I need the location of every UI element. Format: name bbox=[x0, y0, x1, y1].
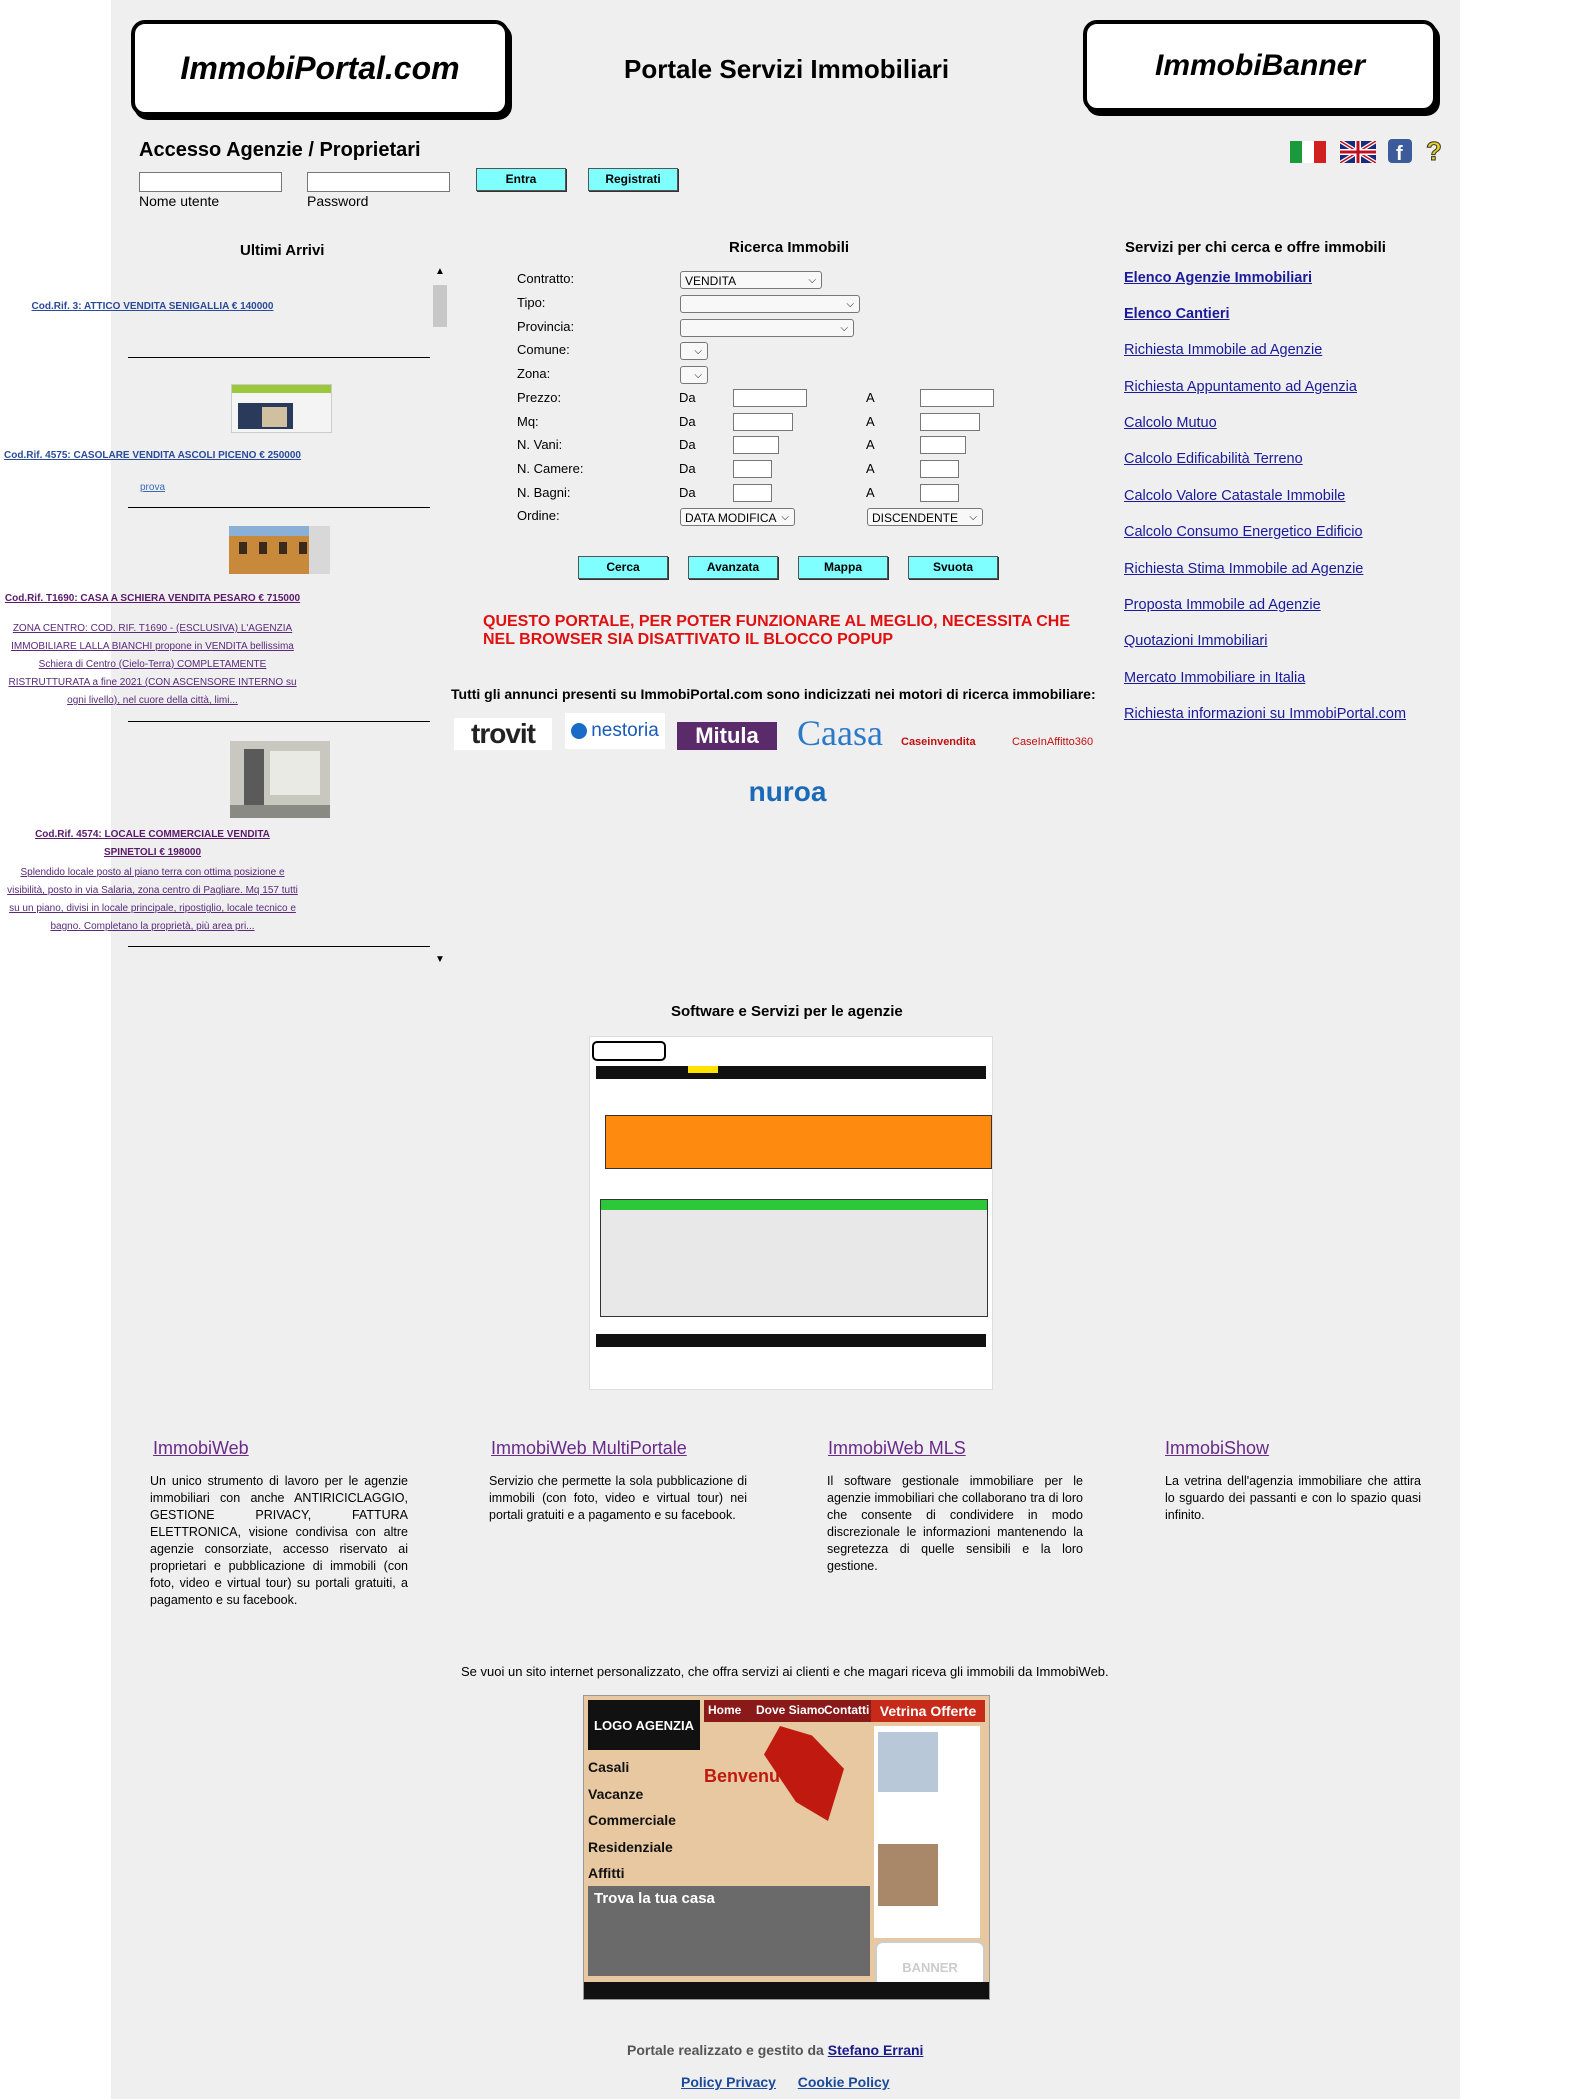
mq-da-input[interactable] bbox=[733, 413, 793, 431]
mock-footer-bar bbox=[596, 1334, 986, 1347]
link-calcolo-edificabilita[interactable]: Calcolo Edificabilità Terreno bbox=[1124, 451, 1303, 467]
register-button[interactable]: Registrati bbox=[588, 168, 678, 191]
chevron-down-icon: ⌵ bbox=[781, 512, 789, 523]
help-icon[interactable] bbox=[1424, 138, 1448, 166]
mock-vetrina-heading: Vetrina Offerte bbox=[871, 1700, 985, 1722]
label-a: A bbox=[866, 485, 875, 500]
comune-select[interactable] bbox=[680, 342, 708, 360]
latest-item-thumbnail[interactable] bbox=[229, 526, 330, 574]
link-quotazioni[interactable]: Quotazioni Immobiliari bbox=[1124, 633, 1268, 649]
label-da: Da bbox=[679, 437, 696, 452]
contratto-value: VENDITA bbox=[685, 274, 737, 288]
partner-name: Caseinvendita bbox=[901, 736, 976, 748]
footer-author-link[interactable]: Stefano Errani bbox=[827, 2042, 924, 2058]
link-richiesta-stima[interactable]: Richiesta Stima Immobile ad Agenzie bbox=[1124, 561, 1364, 577]
link-elenco-cantieri[interactable]: Elenco Cantieri bbox=[1124, 306, 1230, 322]
latest-item[interactable] bbox=[0, 826, 305, 862]
mock-footer bbox=[584, 1982, 989, 1999]
partner-name: nestoria bbox=[591, 720, 659, 741]
contratto-select[interactable] bbox=[680, 271, 822, 289]
mock-menu-casali: Casali bbox=[588, 1759, 630, 1775]
popup-warning: QUESTO PORTALE, PER POTER FUNZIONARE AL MEGLIO, NECESSITA CHE NEL BROWSER SIA DISATTIVATO IL BLOCCO POPUP bbox=[483, 613, 1071, 648]
zona-select[interactable] bbox=[680, 366, 708, 384]
mock-agency-logo: LOGO AGENZIA bbox=[588, 1700, 700, 1750]
services-heading: Servizi per chi cerca e offre immobili bbox=[1125, 239, 1386, 256]
product-mls[interactable]: ImmobiWeb MLS bbox=[828, 1438, 966, 1458]
website-preview[interactable] bbox=[583, 1695, 990, 2000]
label-da: Da bbox=[679, 414, 696, 429]
latest-item-description[interactable]: ZONA CENTRO: COD. RIF. T1690 - (ESCLUSIVA) L'AGENZIA IMMOBILIARE LALLA BIANCHI propone in VENDITA bellissima Schiera di Centro (Cielo-Terra) COMPLETAMENTE RISTRUTTURATA a fine 2021 (CON ASCENSORE INTERNO su ogni livello), nel cuore della città, limi... bbox=[8, 623, 297, 706]
mitula-logo[interactable] bbox=[677, 722, 777, 750]
svg-text:f: f bbox=[1396, 143, 1403, 163]
product-multiportale[interactable]: ImmobiWeb MultiPortale bbox=[491, 1438, 687, 1458]
nuroa-logo[interactable] bbox=[735, 753, 840, 808]
product-immobiweb-desc: Un unico strumento di lavoro per le agenzie immobiliari con anche ANTIRICICLAGGIO, GESTIONE PRIVACY, FATTURA ELETTRONICA, visione condivisa con altre agenzie consorziate, accesso riservato ai proprietari e pubblicazione di immobili (con foto, video e virtual tour) su portali gratuiti, a pagamento e su facebook. bbox=[150, 1474, 408, 1607]
product-immobishow-desc: La vetrina dell'agenzia immobiliare che attira lo sguardo dei passanti e con lo spazio quasi infinito. bbox=[1165, 1474, 1421, 1522]
latest-item-title[interactable]: Cod.Rif. 4575: CASOLARE VENDITA ASCOLI PICENO € 250000 bbox=[4, 450, 301, 461]
indexing-text: Tutti gli annunci presenti su ImmobiPortal.com sono indicizzati nei motori di ricerca immobiliare: bbox=[451, 686, 1096, 702]
password-label: Password bbox=[307, 193, 369, 209]
latest-heading: Ultimi Arrivi bbox=[240, 242, 325, 259]
link-calcolo-mutuo[interactable]: Calcolo Mutuo bbox=[1124, 415, 1217, 431]
chevron-down-icon: ⌵ bbox=[808, 275, 816, 286]
camere-a-input[interactable] bbox=[920, 460, 959, 478]
link-richiesta-immobile[interactable]: Richiesta Immobile ad Agenzie bbox=[1124, 342, 1323, 358]
latest-divider bbox=[128, 721, 430, 722]
label-a: A bbox=[866, 437, 875, 452]
username-input[interactable] bbox=[139, 172, 282, 192]
immobiweb-screenshot[interactable] bbox=[589, 1036, 993, 1390]
label-a: A bbox=[866, 414, 875, 429]
mock-banner: BANNER bbox=[875, 1941, 985, 1995]
chevron-down-icon: ⌵ bbox=[840, 323, 848, 334]
svg-text:?: ? bbox=[1426, 138, 1442, 166]
chevron-down-icon: ⌵ bbox=[694, 346, 702, 357]
partner-name: nuroa bbox=[748, 776, 827, 807]
latest-item-description[interactable]: Splendido locale posto al piano terra con ottima posizione e visibilità, posto in via Salaria, zona centro di Pagliare. Mq 157 tutti su un piano, divisi in locale principale, ripostiglio, locale tecnico e bagno. Completano la proprietà, più area pri... bbox=[7, 867, 298, 932]
label-mq: Mq: bbox=[517, 414, 539, 429]
direzione-select[interactable] bbox=[867, 508, 983, 526]
latest-item-thumbnail[interactable] bbox=[231, 384, 332, 433]
partner-name: CaseInAffitto360 bbox=[1012, 736, 1094, 748]
cerca-button[interactable]: Cerca bbox=[578, 556, 668, 579]
nestoria-logo[interactable] bbox=[565, 713, 665, 749]
banner-logo-text: ImmobiBanner bbox=[1154, 49, 1366, 82]
privacy-policy-link[interactable]: Policy Privacy bbox=[681, 2074, 776, 2090]
product-immobishow[interactable]: ImmobiShow bbox=[1165, 1438, 1270, 1458]
mock-menu-highlight bbox=[688, 1066, 718, 1073]
label-zona: Zona: bbox=[517, 366, 551, 381]
label-comune: Comune: bbox=[517, 342, 570, 357]
latest-scrollbar[interactable]: ▲ ▼ bbox=[433, 266, 447, 972]
vani-da-input[interactable] bbox=[733, 436, 779, 454]
trovit-logo[interactable] bbox=[454, 718, 552, 750]
label-vani: N. Vani: bbox=[517, 437, 563, 452]
login-heading: Accesso Agenzie / Proprietari bbox=[139, 139, 421, 161]
product-multiportale-desc: Servizio che permette la sola pubblicazione di immobili (con foto, video e virtual tour) nei portali gratuiti e a pagamento e su facebook. bbox=[489, 1474, 747, 1522]
label-contratto: Contratto: bbox=[517, 271, 575, 286]
logo-text: ImmobiPortal.com bbox=[180, 49, 460, 86]
caasa-logo[interactable] bbox=[790, 713, 890, 753]
immobibanner-logo[interactable] bbox=[1083, 20, 1437, 112]
link-mercato-immobiliare[interactable]: Mercato Immobiliare in Italia bbox=[1124, 670, 1306, 686]
prezzo-a-input[interactable] bbox=[920, 389, 994, 407]
page-title: Portale Servizi Immobiliari bbox=[624, 54, 950, 84]
software-heading: Software e Servizi per le agenzie bbox=[671, 1003, 903, 1020]
link-elenco-agenzie[interactable]: Elenco Agenzie Immobiliari bbox=[1124, 270, 1313, 286]
latest-divider bbox=[128, 507, 430, 508]
chevron-down-icon: ⌵ bbox=[969, 512, 977, 523]
latest-divider bbox=[128, 357, 430, 358]
caseinvendita-logo[interactable] bbox=[901, 732, 1003, 752]
username-label: Nome utente bbox=[139, 193, 220, 209]
bagni-a-input[interactable] bbox=[920, 484, 959, 502]
provincia-select[interactable] bbox=[680, 319, 854, 337]
mock-logo bbox=[592, 1041, 666, 1061]
ordine-select[interactable] bbox=[680, 508, 795, 526]
immobiportal-logo[interactable] bbox=[131, 20, 509, 116]
label-da: Da bbox=[679, 485, 696, 500]
label-da: Da bbox=[679, 390, 696, 405]
footer-credit bbox=[627, 2042, 923, 2058]
label-ordine: Ordine: bbox=[517, 508, 560, 523]
link-calcolo-consumo[interactable]: Calcolo Consumo Energetico Edificio bbox=[1124, 524, 1363, 540]
mock-nav-contatti: Contatti bbox=[824, 1703, 870, 1717]
mock-search-panel bbox=[605, 1115, 992, 1169]
search-heading: Ricerca Immobili bbox=[729, 239, 850, 256]
latest-item-desc[interactable] bbox=[0, 479, 305, 497]
website-text: Se vuoi un sito internet personalizzato, che offra servizi ai clienti e che magari riceva gli immobili da ImmobiWeb. bbox=[461, 1664, 1109, 1679]
footer-policy-links bbox=[681, 2074, 890, 2090]
mock-nav-bar bbox=[704, 1700, 876, 1722]
nestoria-icon bbox=[571, 723, 587, 739]
mappa-button[interactable]: Mappa bbox=[798, 556, 888, 579]
tipo-select[interactable] bbox=[680, 295, 860, 313]
mock-search-title: Trova la tua casa bbox=[594, 1890, 715, 1907]
latest-item-desc[interactable] bbox=[0, 864, 305, 936]
mock-menu-commerciale: Commerciale bbox=[588, 1812, 676, 1828]
link-calcolo-valore-catastale[interactable]: Calcolo Valore Catastale Immobile bbox=[1124, 488, 1346, 504]
mock-nav-home: Home bbox=[708, 1703, 742, 1717]
mq-a-input[interactable] bbox=[920, 413, 980, 431]
mock-menu-affitti: Affitti bbox=[588, 1865, 625, 1881]
mock-nav-dove: Dove Siamo bbox=[756, 1703, 825, 1717]
partner-name: Mitula bbox=[695, 723, 759, 748]
label-prezzo: Prezzo: bbox=[517, 390, 562, 405]
latest-item-title[interactable]: Cod.Rif. T1690: CASA A SCHIERA VENDITA PESARO € 715000 bbox=[4, 593, 301, 604]
latest-item[interactable] bbox=[0, 450, 305, 461]
chevron-down-icon: ⌵ bbox=[694, 370, 702, 381]
footer-made-by: Portale realizzato e gestito da bbox=[627, 2042, 824, 2058]
direzione-value: DISCENDENTE bbox=[872, 511, 959, 525]
bagni-da-input[interactable] bbox=[733, 484, 772, 502]
vani-a-input[interactable] bbox=[920, 436, 966, 454]
mock-vetrina-list bbox=[874, 1726, 980, 1938]
login-button[interactable]: Entra bbox=[476, 168, 566, 191]
prezzo-da-input[interactable] bbox=[733, 389, 807, 407]
mock-menu-vacanze: Vacanze bbox=[588, 1786, 644, 1802]
latest-item-title[interactable]: Cod.Rif. 3: ATTICO VENDITA SENIGALLIA € 140000 bbox=[31, 301, 274, 312]
label-da: Da bbox=[679, 461, 696, 476]
latest-item[interactable] bbox=[0, 301, 305, 312]
latest-item-description[interactable]: prova bbox=[139, 482, 165, 493]
svuota-button[interactable]: Svuota bbox=[908, 556, 998, 579]
label-bagni: N. Bagni: bbox=[517, 485, 571, 500]
latest-divider bbox=[128, 946, 430, 947]
mock-menu-bar bbox=[596, 1066, 986, 1079]
cookie-policy-link[interactable]: Cookie Policy bbox=[797, 2074, 890, 2090]
chevron-down-icon: ⌵ bbox=[846, 299, 854, 310]
mock-menu-residenziale: Residenziale bbox=[588, 1839, 673, 1855]
caseinaffitto360-logo[interactable] bbox=[1012, 732, 1114, 752]
italian-flag-icon[interactable] bbox=[1290, 141, 1326, 163]
english-flag-icon[interactable] bbox=[1340, 141, 1376, 163]
link-richiesta-appuntamento[interactable]: Richiesta Appuntamento ad Agenzia bbox=[1124, 379, 1357, 395]
ordine-value: DATA MODIFICA bbox=[685, 511, 777, 525]
label-tipo: Tipo: bbox=[517, 295, 546, 310]
link-proposta-immobile[interactable]: Proposta Immobile ad Agenzie bbox=[1124, 597, 1321, 613]
mock-search-box bbox=[588, 1886, 870, 1976]
product-mls-desc: Il software gestionale immobiliare per le agenzie immobiliari che collaborano tra di loro che consente di condividere in modo discrezionale le informazioni mantenendo la segretezza di quelle sensibili e la loro gestione. bbox=[827, 1474, 1083, 1573]
mock-welcome: Benvenuti... bbox=[704, 1766, 807, 1786]
label-a: A bbox=[866, 461, 875, 476]
password-input[interactable] bbox=[307, 172, 450, 192]
link-richiesta-informazioni[interactable]: Richiesta informazioni su ImmobiPortal.com bbox=[1124, 706, 1407, 722]
latest-item[interactable] bbox=[0, 593, 305, 604]
mock-results-table bbox=[600, 1199, 988, 1317]
camere-da-input[interactable] bbox=[733, 460, 772, 478]
latest-item-thumbnail[interactable] bbox=[230, 741, 330, 818]
avanzata-button[interactable]: Avanzata bbox=[688, 556, 778, 579]
partner-name: Caasa bbox=[797, 713, 883, 753]
product-immobiweb[interactable]: ImmobiWeb bbox=[153, 1438, 249, 1458]
label-camere: N. Camere: bbox=[517, 461, 584, 476]
facebook-icon[interactable] bbox=[1388, 139, 1412, 163]
latest-item-title[interactable]: Cod.Rif. 4574: LOCALE COMMERCIALE VENDITA SPINETOLI € 198000 bbox=[35, 829, 270, 858]
label-provincia: Provincia: bbox=[517, 319, 575, 334]
latest-item-desc[interactable] bbox=[0, 620, 305, 710]
label-a: A bbox=[866, 390, 875, 405]
partner-name: trovit bbox=[471, 718, 535, 749]
